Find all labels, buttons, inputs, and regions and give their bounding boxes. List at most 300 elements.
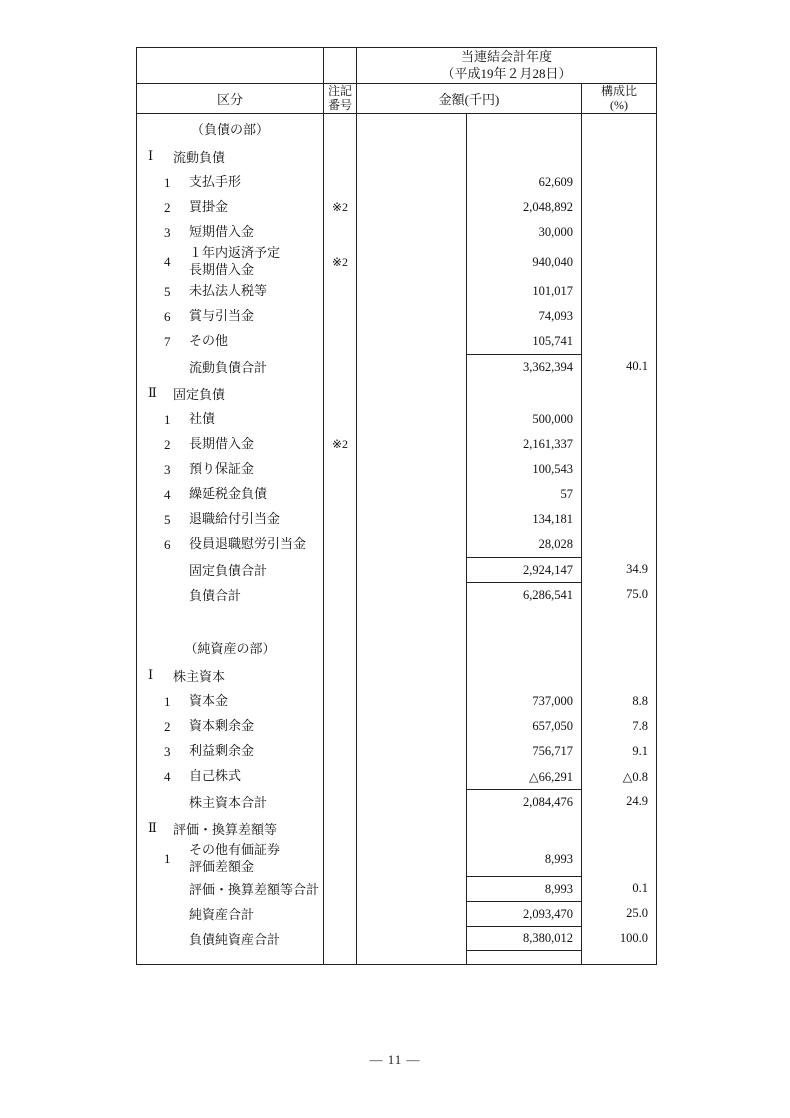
amount-value: 2,924,147 [523,562,573,577]
amount-sub-cell [356,329,466,354]
row-label-line1: 資本剰余金 [189,718,255,734]
note-cell [323,195,356,220]
category-cell [137,876,323,901]
table-row [137,245,656,279]
amount-sub-cell [356,764,466,789]
ratio-cell [581,901,656,926]
amount-cell [466,304,581,329]
ratio-cell [581,951,656,964]
amount-value: 101,017 [532,284,573,298]
amount-sub-cell [356,114,466,142]
category-cell [137,661,323,689]
row-number: 2 [164,199,171,215]
amount-cell [466,557,581,582]
table-row [137,789,656,814]
amount-sub-cell [356,304,466,329]
table-row [137,714,656,739]
amount-sub-cell [356,457,466,482]
amount-cell [466,432,581,457]
table-row [137,814,656,842]
category-cell [137,532,323,557]
row-label-line1: １年内返済予定 [189,245,281,261]
group-numeral: Ⅰ [148,148,154,163]
balance-sheet-table [136,47,657,965]
table-row [137,482,656,507]
table-body [137,114,656,964]
table-row [137,926,656,951]
amount-cell [466,379,581,407]
row-label [189,224,254,241]
ratio-cell [581,661,656,689]
table-row [137,532,656,557]
amount-cell [466,926,581,951]
amount-cell [466,633,581,661]
row-label [189,842,280,876]
row-label-line1: 未払法人税等 [189,283,268,299]
amount-cell [466,951,581,964]
table-row [137,764,656,789]
ratio-cell [581,557,656,582]
note-cell [323,951,356,964]
ratio-cell [581,482,656,507]
table-row [137,304,656,329]
ratio-value: 40.1 [626,359,648,373]
amount-cell [466,329,581,354]
row-label [189,245,280,279]
category-cell [137,142,323,170]
column-header-note-line2: 番号 [327,97,352,112]
row-number: 1 [164,411,171,427]
note-cell [323,114,356,142]
ratio-cell [581,432,656,457]
category-cell [137,901,323,926]
period-date: （平成19年２月28日） [441,65,572,81]
amount-value: 8,993 [544,881,573,896]
table-header-columns-row [137,84,656,114]
ratio-cell [581,689,656,714]
amount-sub-cell [356,789,466,814]
row-number: 6 [164,536,171,552]
amount-cell [466,114,581,142]
category-cell [137,814,323,842]
amount-value: 756,717 [532,744,573,758]
amount-cell [466,354,581,379]
note-cell [323,354,356,379]
amount-sub-cell [356,432,466,457]
section-label: （純資産の部） [184,640,276,656]
row-label [189,199,228,216]
group-label: 固定負債 [173,386,226,402]
note-cell [323,901,356,926]
group-label: 評価・換算差額等 [173,821,278,837]
amount-sub-cell [356,354,466,379]
column-header-ratio [581,84,656,113]
table-row [137,329,656,354]
amount-value: 737,000 [532,694,573,708]
note-cell [323,789,356,814]
category-cell [137,114,323,142]
amount-sub-cell [356,739,466,764]
amount-value: 28,028 [538,537,573,551]
table-row [137,739,656,764]
subtotal-label: 評価・換算差額等合計 [189,882,320,897]
table-row [137,607,656,633]
table-row [137,220,656,245]
table-row [137,432,656,457]
column-header-ratio-line1: 構成比 [600,83,637,98]
note-cell [323,532,356,557]
amount-value: 3,362,394 [523,359,573,374]
row-label [189,461,254,478]
subtotal-label: 純資産合計 [189,907,255,922]
ratio-cell [581,739,656,764]
amount-cell [466,814,581,842]
note-cell [323,607,356,633]
row-label-line2: 長期借入金 [189,262,255,277]
amount-cell [466,661,581,689]
category-cell [137,714,323,739]
amount-value: 2,084,476 [523,794,573,809]
category-cell [137,379,323,407]
table-row [137,407,656,432]
note-cell [323,245,356,279]
amount-cell [466,607,581,633]
ratio-cell [581,379,656,407]
group-numeral: Ⅱ [148,385,157,400]
note-cell [323,557,356,582]
ratio-cell [581,304,656,329]
subtotal-label: 固定負債合計 [189,563,268,578]
ratio-cell [581,354,656,379]
category-cell [137,195,323,220]
ratio-cell [581,789,656,814]
row-label-line1: 社債 [189,411,216,427]
category-cell [137,329,323,354]
amount-sub-cell [356,507,466,532]
amount-sub-cell [356,142,466,170]
category-cell [137,607,323,633]
note-cell [323,432,356,457]
ratio-cell [581,532,656,557]
note-ref: ※2 [331,254,349,269]
row-number: 3 [164,743,171,759]
period-header-cell [356,48,656,83]
row-label-line1: 賞与引当金 [189,308,255,324]
category-cell [137,842,323,876]
table-header-period-row [137,48,656,84]
ratio-cell [581,407,656,432]
column-header-note-line1: 注記 [327,83,352,98]
period-title: 当連結会計年度 [460,48,552,64]
ratio-cell [581,245,656,279]
row-number: 2 [164,718,171,734]
amount-value: 8,993 [544,851,573,866]
amount-sub-cell [356,407,466,432]
amount-cell [466,582,581,607]
amount-cell [466,507,581,532]
note-cell [323,926,356,951]
table-row [137,507,656,532]
ratio-cell [581,114,656,142]
row-label-line1: 長期借入金 [189,436,255,452]
table-row [137,114,656,142]
row-number: 4 [164,486,171,502]
amount-sub-cell [356,582,466,607]
category-cell [137,633,323,661]
amount-sub-cell [356,379,466,407]
table-row [137,557,656,582]
row-number: 1 [164,174,171,190]
amount-cell [466,689,581,714]
row-label-line1: その他 [189,333,229,349]
category-cell [137,739,323,764]
row-label [189,693,228,710]
category-cell [137,220,323,245]
subtotal-label: 負債純資産合計 [189,932,281,947]
note-ref: ※2 [331,200,349,214]
amount-cell [466,842,581,876]
table-row [137,582,656,607]
amount-sub-cell [356,901,466,926]
row-label [189,174,241,191]
note-cell [323,482,356,507]
amount-cell [466,532,581,557]
amount-value: 30,000 [538,225,573,239]
amount-sub-cell [356,951,466,964]
amount-cell [466,739,581,764]
ratio-cell [581,507,656,532]
row-number: 3 [164,224,171,240]
note-cell [323,633,356,661]
amount-cell [466,457,581,482]
row-label [189,511,280,528]
category-cell [137,951,323,964]
note-cell [323,279,356,304]
category-cell [137,482,323,507]
amount-cell [466,789,581,814]
amount-sub-cell [356,220,466,245]
ratio-cell [581,926,656,951]
category-cell [137,170,323,195]
ratio-value: 7.8 [632,719,648,733]
row-number: 7 [164,333,171,349]
ratio-cell [581,842,656,876]
section-label: （負債の部） [190,121,269,137]
ratio-value: 34.9 [626,562,648,576]
row-label [189,333,228,350]
subtotal-label: 負債合計 [189,588,242,603]
table-row [137,842,656,876]
note-cell [323,714,356,739]
column-header-amount: 金額(千円) [356,84,581,113]
ratio-value: 100.0 [619,931,648,945]
amount-sub-cell [356,170,466,195]
row-label-line1: 買掛金 [189,199,229,215]
amount-cell [466,279,581,304]
table-row [137,951,656,964]
row-number: 4 [164,768,171,784]
row-number: 5 [164,511,171,527]
group-numeral: Ⅱ [148,820,157,835]
group-label: 株主資本 [173,668,226,684]
amount-sub-cell [356,842,466,876]
amount-cell [466,142,581,170]
header-blank-category-cell [137,48,323,83]
note-cell [323,814,356,842]
row-number: 4 [164,254,171,269]
note-cell [323,582,356,607]
amount-sub-cell [356,532,466,557]
row-label [189,743,254,760]
note-cell [323,739,356,764]
note-cell [323,764,356,789]
ratio-value: 24.9 [626,794,648,808]
row-label [189,436,254,453]
column-header-note [323,84,356,113]
amount-sub-cell [356,245,466,279]
row-label-line1: 資本金 [189,693,229,709]
amount-sub-cell [356,714,466,739]
note-cell [323,457,356,482]
row-label-line1: 支払手形 [189,174,242,190]
table-row [137,195,656,220]
row-number: 1 [164,851,171,866]
ratio-cell [581,220,656,245]
amount-sub-cell [356,607,466,633]
subtotal-label: 株主資本合計 [189,795,268,810]
category-cell [137,507,323,532]
amount-sub-cell [356,926,466,951]
row-label [189,536,306,553]
amount-sub-cell [356,633,466,661]
note-cell [323,170,356,195]
amount-sub-cell [356,661,466,689]
category-cell [137,279,323,304]
header-blank-note-cell [323,48,356,83]
ratio-cell [581,582,656,607]
row-number: 6 [164,308,171,324]
amount-value: 940,040 [532,254,573,269]
row-number: 2 [164,436,171,452]
ratio-cell [581,457,656,482]
table-row [137,689,656,714]
column-header-ratio-line2: (%) [610,97,628,112]
category-cell [137,407,323,432]
amount-cell [466,245,581,279]
amount-cell [466,195,581,220]
ratio-cell [581,714,656,739]
row-label [189,486,267,503]
category-cell [137,582,323,607]
category-cell [137,926,323,951]
note-cell [323,142,356,170]
amount-value: 62,609 [538,175,573,189]
row-label [189,411,215,428]
note-cell [323,304,356,329]
amount-cell [466,170,581,195]
ratio-value: △0.8 [622,769,648,784]
note-cell [323,407,356,432]
ratio-cell [581,607,656,633]
row-label-line1: 預り保証金 [189,461,255,477]
row-number: 3 [164,461,171,477]
column-header-category: 区分 [216,92,243,107]
row-label-line2: 評価差額金 [189,859,255,874]
table-row [137,279,656,304]
row-number: 5 [164,283,171,299]
category-cell [137,245,323,279]
table-row [137,170,656,195]
ratio-value: 25.0 [626,906,648,920]
category-cell [137,354,323,379]
note-cell [323,876,356,901]
group-numeral: Ⅰ [148,667,154,682]
note-cell [323,507,356,532]
category-cell [137,689,323,714]
ratio-cell [581,633,656,661]
ratio-cell [581,170,656,195]
amount-value: 74,093 [538,309,573,323]
ratio-value: 75.0 [626,587,648,601]
amount-cell [466,220,581,245]
ratio-cell [581,814,656,842]
row-label [189,308,254,325]
amount-cell [466,714,581,739]
amount-value: 105,741 [532,334,573,348]
category-cell [137,789,323,814]
ratio-cell [581,876,656,901]
row-label-line1: 利益剰余金 [189,743,255,759]
ratio-cell [581,279,656,304]
note-cell [323,329,356,354]
amount-sub-cell [356,195,466,220]
row-label-line1: その他有価証券 [189,842,281,858]
amount-sub-cell [356,814,466,842]
table-row [137,901,656,926]
note-ref: ※2 [331,437,349,451]
ratio-cell [581,195,656,220]
note-cell [323,689,356,714]
amount-cell [466,482,581,507]
amount-value: 57 [560,487,573,501]
amount-cell [466,407,581,432]
amount-value: 500,000 [532,412,573,426]
amount-sub-cell [356,689,466,714]
amount-value: 2,048,892 [523,200,573,214]
amount-value: 134,181 [532,512,573,526]
row-label [189,718,254,735]
page-number: — 11 — [369,1052,421,1067]
category-cell [137,457,323,482]
row-number: 1 [164,693,171,709]
amount-sub-cell [356,876,466,901]
note-cell [323,842,356,876]
amount-value: 657,050 [532,719,573,733]
amount-cell [466,764,581,789]
amount-value: 100,543 [532,462,573,476]
note-cell [323,379,356,407]
table-row [137,142,656,170]
row-label-line1: 役員退職慰労引当金 [189,536,307,552]
ratio-cell [581,142,656,170]
amount-sub-cell [356,557,466,582]
table-row [137,633,656,661]
table-row [137,457,656,482]
note-cell [323,661,356,689]
row-label-line1: 自己株式 [189,768,242,784]
note-cell [323,220,356,245]
category-cell [137,432,323,457]
